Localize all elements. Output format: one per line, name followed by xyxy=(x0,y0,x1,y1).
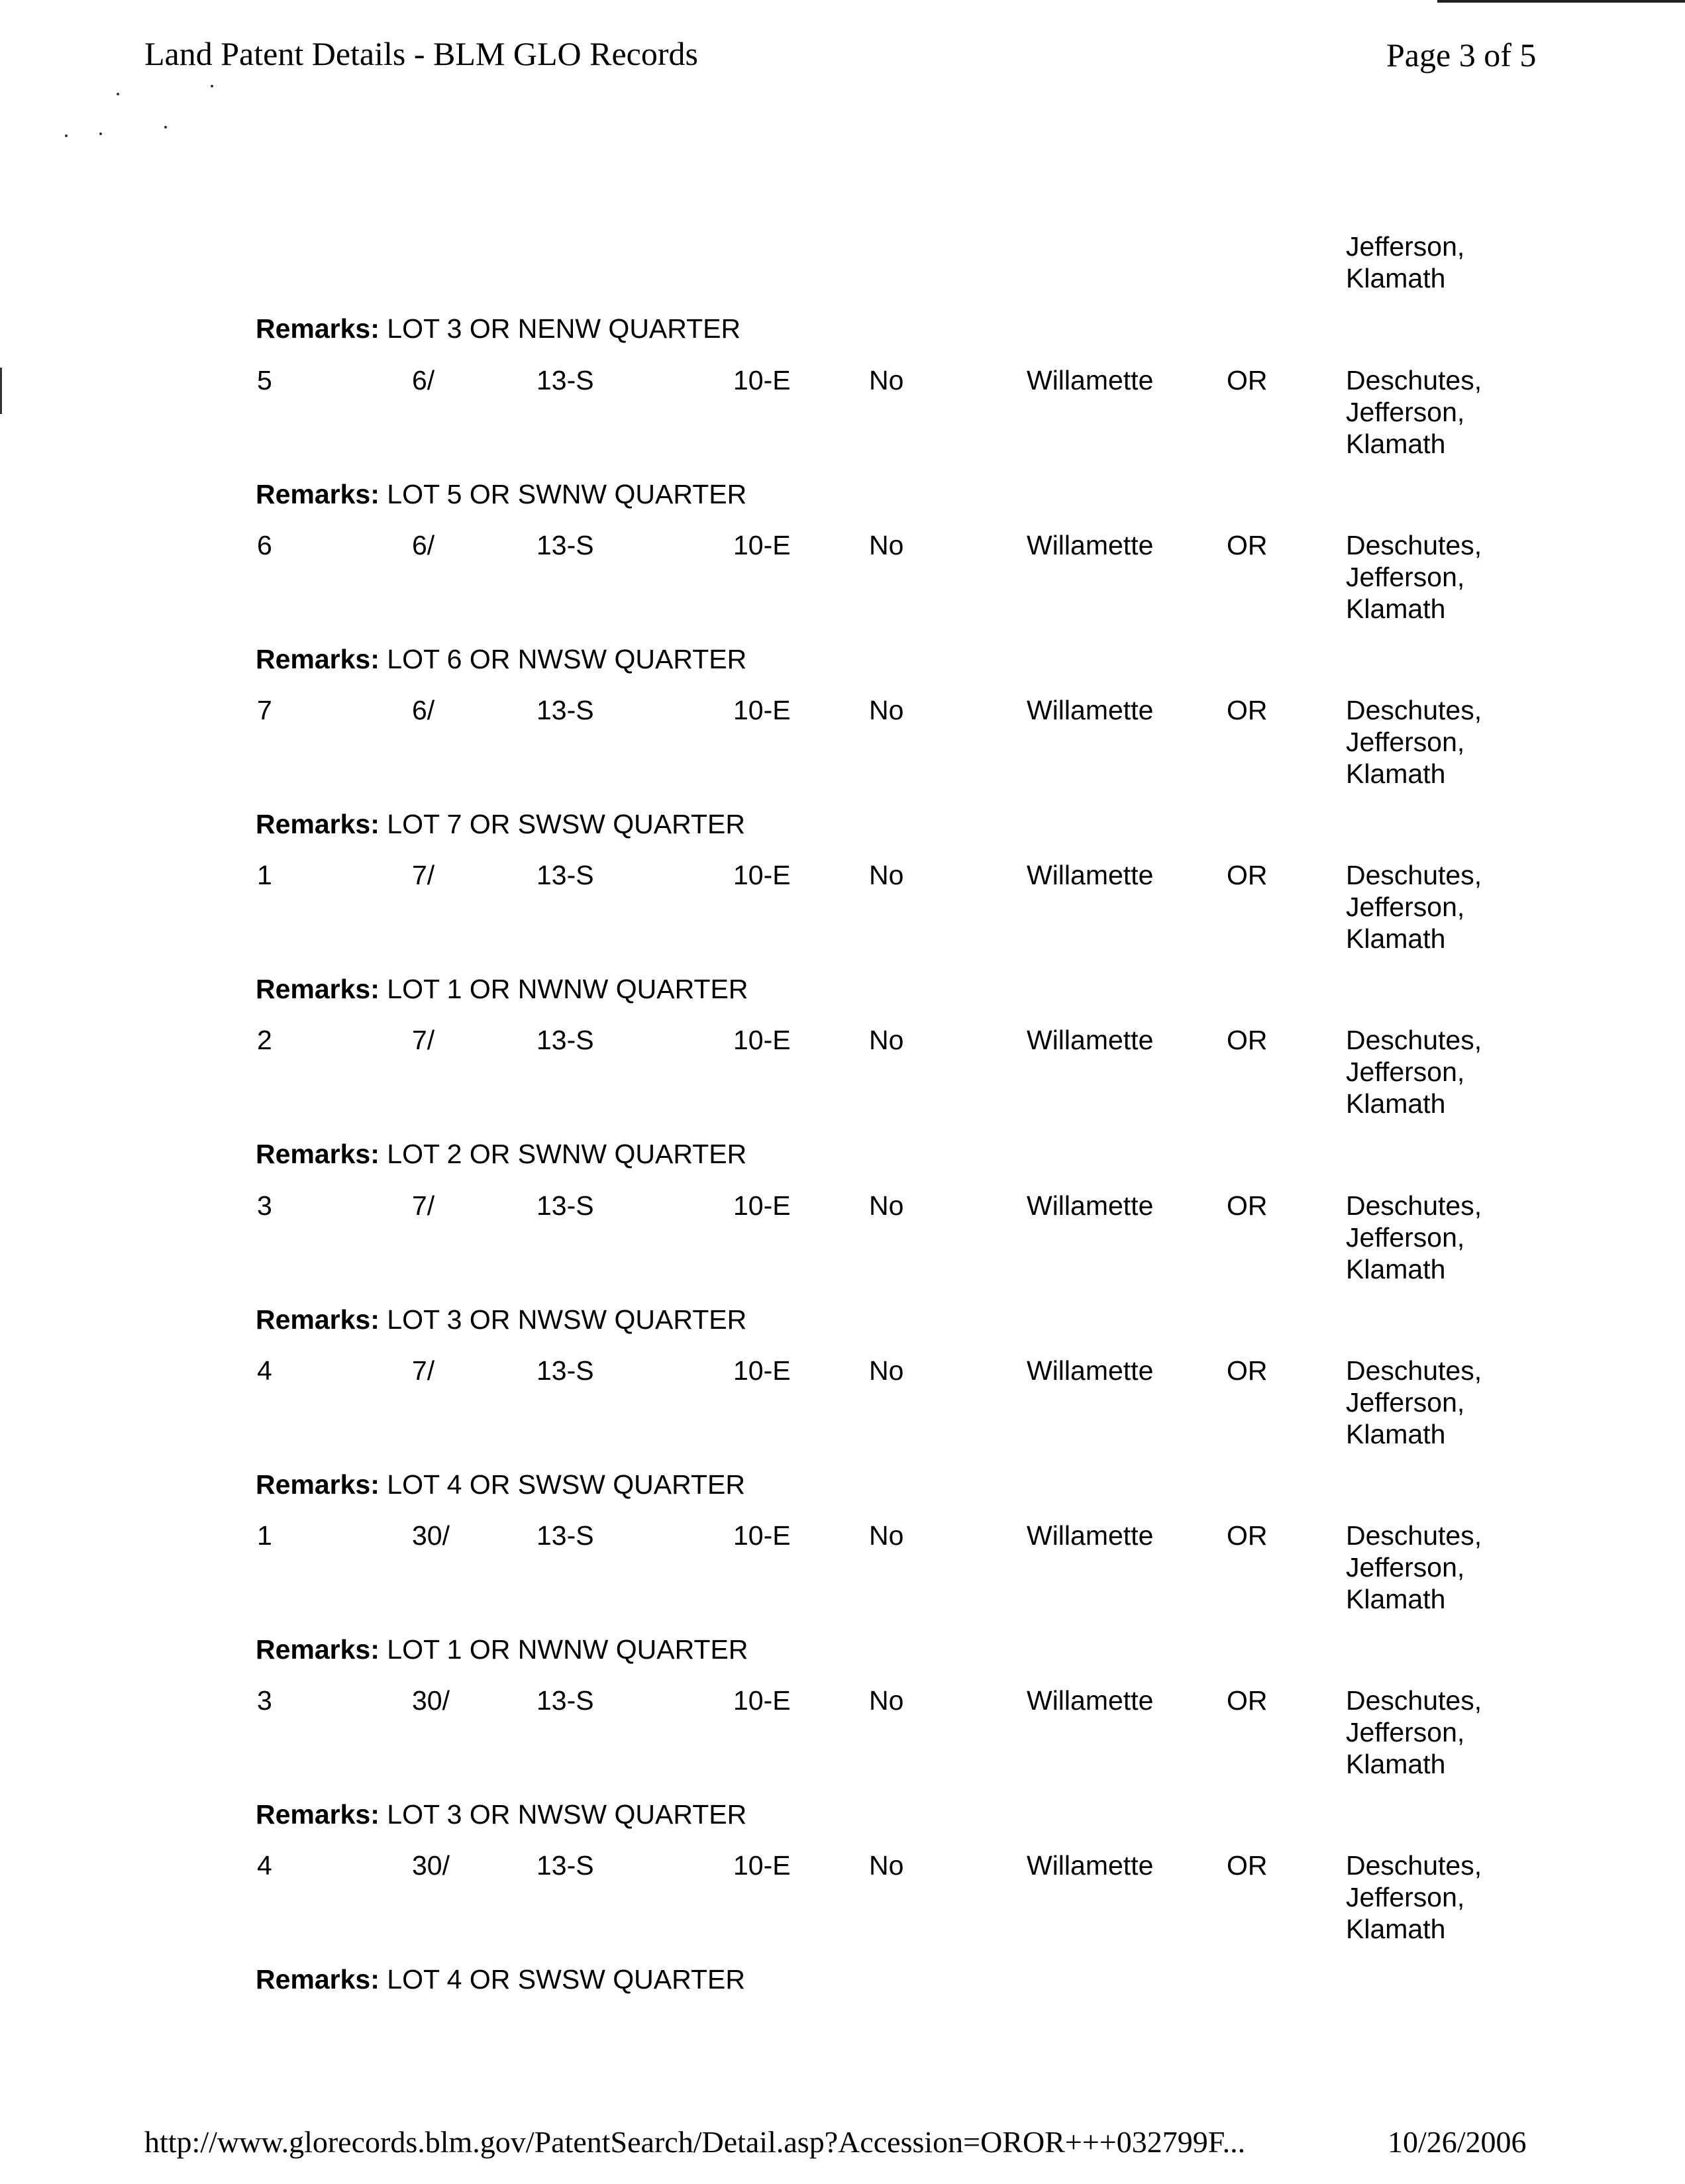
state-cell: OR xyxy=(1227,1685,1268,1716)
counties-cell: Deschutes, Jefferson, Klamath xyxy=(1346,1190,1482,1284)
aliquot-cell: 1 xyxy=(257,860,272,890)
page-title: Land Patent Details - BLM GLO Records xyxy=(144,35,698,72)
fraction-cell: No xyxy=(869,1355,904,1386)
footer-url: http://www.glorecords.blm.gov/PatentSearch/Detail.asp?Accession=OROR+++032799F... xyxy=(144,2125,1246,2159)
meridian-cell: Willamette xyxy=(1027,1355,1154,1386)
remarks-line xyxy=(256,1963,745,1995)
scan-speck xyxy=(117,93,119,95)
state-cell: OR xyxy=(1227,530,1268,560)
counties-cell: Deschutes, Jefferson, Klamath xyxy=(1346,1685,1482,1779)
range-cell: 10-E xyxy=(733,695,791,725)
township-cell: 13-S xyxy=(536,860,594,890)
township-cell: 13-S xyxy=(536,1355,594,1386)
township-cell: 13-S xyxy=(536,365,594,395)
remarks-text: LOT 3 OR NENW QUARTER xyxy=(387,313,741,344)
remarks-line xyxy=(256,1138,746,1170)
section-cell: 7/ xyxy=(412,1025,435,1055)
scan-edge-mark xyxy=(0,368,2,414)
continued-counties: Jefferson, Klamath xyxy=(1346,231,1465,293)
section-cell: 30/ xyxy=(412,1520,450,1551)
remarks-text: LOT 3 OR NWSW QUARTER xyxy=(387,1304,747,1335)
section-cell: 7/ xyxy=(412,860,435,890)
page-number: Page 3 of 5 xyxy=(1386,36,1537,74)
range-cell: 10-E xyxy=(733,365,791,395)
meridian-cell: Willamette xyxy=(1027,1025,1154,1055)
section-cell: 6/ xyxy=(412,530,435,560)
counties-cell: Deschutes, Jefferson, Klamath xyxy=(1346,860,1482,954)
scan-speck xyxy=(164,126,167,129)
township-cell: 13-S xyxy=(536,1190,594,1221)
remarks-line xyxy=(256,973,748,1005)
remarks-line xyxy=(256,808,745,840)
aliquot-cell: 3 xyxy=(257,1190,272,1221)
counties-cell: Deschutes, Jefferson, Klamath xyxy=(1346,365,1482,459)
scan-speck xyxy=(99,132,102,135)
aliquot-cell: 3 xyxy=(257,1685,272,1716)
range-cell: 10-E xyxy=(733,1355,791,1386)
meridian-cell: Willamette xyxy=(1027,860,1154,890)
fraction-cell: No xyxy=(869,860,904,890)
aliquot-cell: 4 xyxy=(257,1850,272,1881)
meridian-cell: Willamette xyxy=(1027,530,1154,560)
range-cell: 10-E xyxy=(733,530,791,560)
state-cell: OR xyxy=(1227,695,1268,725)
fraction-cell: No xyxy=(869,1025,904,1055)
remarks-label: Remarks: xyxy=(256,1304,380,1335)
meridian-cell: Willamette xyxy=(1027,1190,1154,1221)
remarks-label: Remarks: xyxy=(256,479,380,509)
remarks-text: LOT 1 OR NWNW QUARTER xyxy=(387,974,748,1004)
township-cell: 13-S xyxy=(536,695,594,725)
counties-cell: Deschutes, Jefferson, Klamath xyxy=(1346,1355,1482,1449)
remarks-line xyxy=(256,1469,745,1500)
scan-speck xyxy=(211,85,213,87)
range-cell: 10-E xyxy=(733,1190,791,1221)
remarks-label: Remarks: xyxy=(256,1139,380,1169)
remarks-label: Remarks: xyxy=(256,1469,380,1500)
footer-date: 10/26/2006 xyxy=(1388,2125,1527,2159)
township-cell: 13-S xyxy=(536,1520,594,1551)
remarks-line xyxy=(256,1798,746,1830)
township-cell: 13-S xyxy=(536,1025,594,1055)
remarks-line xyxy=(256,643,746,675)
remarks-text: LOT 1 OR NWNW QUARTER xyxy=(387,1634,748,1665)
scan-speck xyxy=(65,134,68,137)
section-cell: 6/ xyxy=(412,365,435,395)
aliquot-cell: 2 xyxy=(257,1025,272,1055)
state-cell: OR xyxy=(1227,1355,1268,1386)
state-cell: OR xyxy=(1227,860,1268,890)
aliquot-cell: 7 xyxy=(257,695,272,725)
remarks-label: Remarks: xyxy=(256,1964,380,1995)
remarks-text: LOT 2 OR SWNW QUARTER xyxy=(387,1139,747,1169)
counties-cell: Deschutes, Jefferson, Klamath xyxy=(1346,530,1482,624)
fraction-cell: No xyxy=(869,1190,904,1221)
fraction-cell: No xyxy=(869,365,904,395)
state-cell: OR xyxy=(1227,1850,1268,1881)
remarks-text: LOT 4 OR SWSW QUARTER xyxy=(387,1964,745,1995)
range-cell: 10-E xyxy=(733,1520,791,1551)
section-cell: 7/ xyxy=(412,1190,435,1221)
range-cell: 10-E xyxy=(733,860,791,890)
counties-cell: Deschutes, Jefferson, Klamath xyxy=(1346,1850,1482,1944)
township-cell: 13-S xyxy=(536,1685,594,1716)
township-cell: 13-S xyxy=(536,530,594,560)
counties-cell: Deschutes, Jefferson, Klamath xyxy=(1346,695,1482,789)
section-cell: 30/ xyxy=(412,1850,450,1881)
meridian-cell: Willamette xyxy=(1027,1685,1154,1716)
state-cell: OR xyxy=(1227,1025,1268,1055)
remarks-line xyxy=(256,313,740,344)
fraction-cell: No xyxy=(869,1520,904,1551)
remarks-label: Remarks: xyxy=(256,1634,380,1665)
remarks-label: Remarks: xyxy=(256,1799,380,1830)
township-cell: 13-S xyxy=(536,1850,594,1881)
remarks-line xyxy=(256,1634,748,1665)
remarks-text: LOT 5 OR SWNW QUARTER xyxy=(387,479,747,509)
remarks-text: LOT 7 OR SWSW QUARTER xyxy=(387,809,745,839)
aliquot-cell: 6 xyxy=(257,530,272,560)
range-cell: 10-E xyxy=(733,1850,791,1881)
counties-cell: Deschutes, Jefferson, Klamath xyxy=(1346,1025,1482,1119)
section-cell: 30/ xyxy=(412,1685,450,1716)
remarks-text: LOT 3 OR NWSW QUARTER xyxy=(387,1799,747,1830)
top-edge-rule xyxy=(1437,0,1685,3)
remarks-line xyxy=(256,478,746,510)
aliquot-cell: 1 xyxy=(257,1520,272,1551)
state-cell: OR xyxy=(1227,1520,1268,1551)
fraction-cell: No xyxy=(869,695,904,725)
remarks-text: LOT 6 OR NWSW QUARTER xyxy=(387,644,747,674)
section-cell: 7/ xyxy=(412,1355,435,1386)
fraction-cell: No xyxy=(869,530,904,560)
aliquot-cell: 5 xyxy=(257,365,272,395)
remarks-text: LOT 4 OR SWSW QUARTER xyxy=(387,1469,745,1500)
aliquot-cell: 4 xyxy=(257,1355,272,1386)
remarks-label: Remarks: xyxy=(256,974,380,1004)
state-cell: OR xyxy=(1227,365,1268,395)
state-cell: OR xyxy=(1227,1190,1268,1221)
range-cell: 10-E xyxy=(733,1025,791,1055)
meridian-cell: Willamette xyxy=(1027,695,1154,725)
counties-cell: Deschutes, Jefferson, Klamath xyxy=(1346,1520,1482,1614)
meridian-cell: Willamette xyxy=(1027,1850,1154,1881)
meridian-cell: Willamette xyxy=(1027,1520,1154,1551)
fraction-cell: No xyxy=(869,1850,904,1881)
remarks-label: Remarks: xyxy=(256,809,380,839)
remarks-line xyxy=(256,1304,746,1335)
range-cell: 10-E xyxy=(733,1685,791,1716)
remarks-label: Remarks: xyxy=(256,644,380,674)
remarks-label: Remarks: xyxy=(256,313,380,344)
meridian-cell: Willamette xyxy=(1027,365,1154,395)
fraction-cell: No xyxy=(869,1685,904,1716)
section-cell: 6/ xyxy=(412,695,435,725)
